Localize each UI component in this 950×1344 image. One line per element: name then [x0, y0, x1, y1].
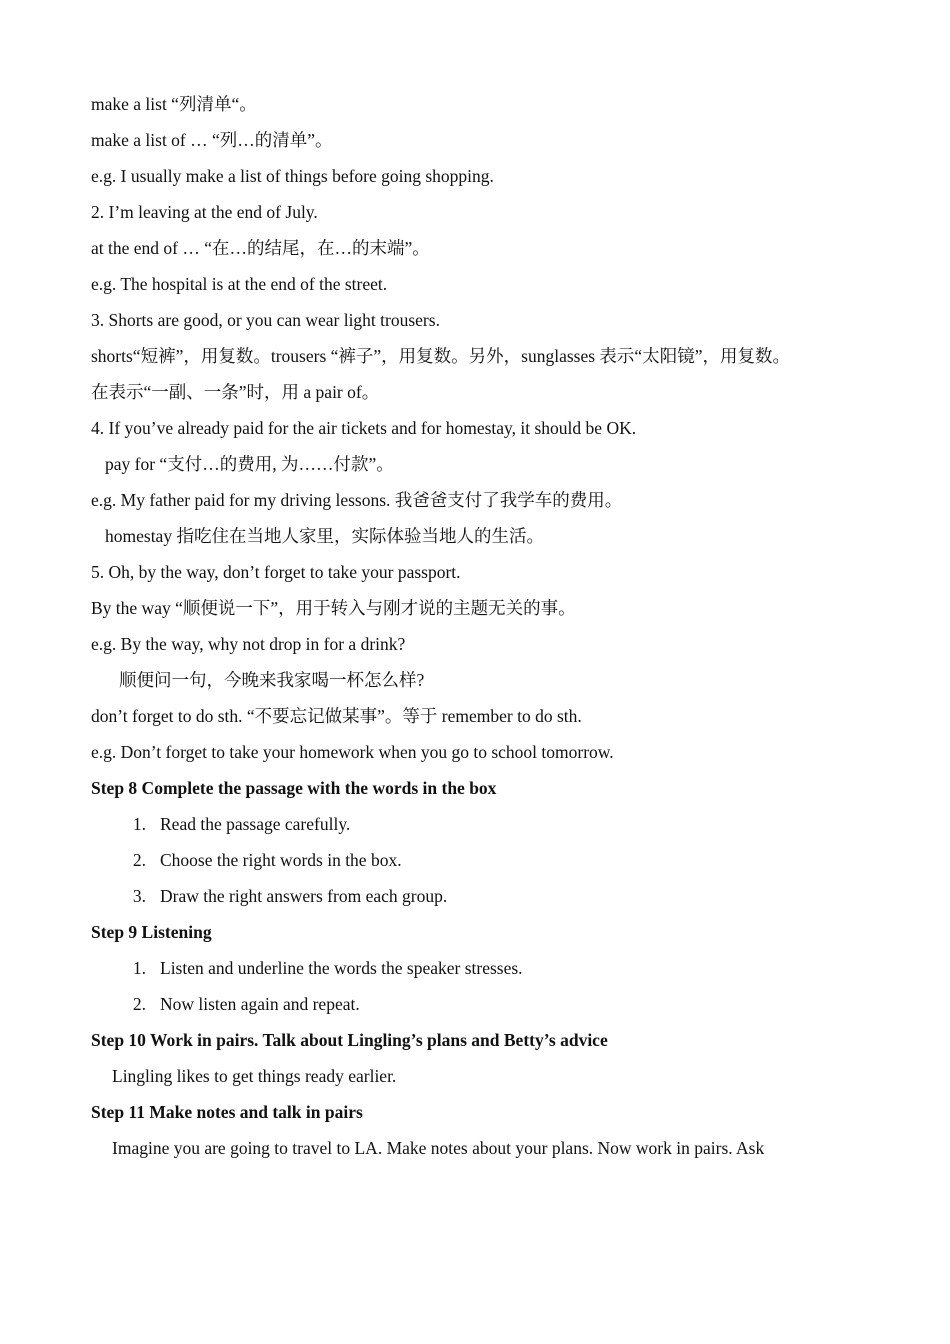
list-number: 3. — [132, 886, 146, 906]
text-line: shorts“短裤”，用复数。trousers “裤子”，用复数。另外，sunglasses 表示“太阳镜”，用复数。 — [91, 346, 790, 366]
document-page — [91, 86, 891, 1166]
text-line: don’t forget to do sth. “不要忘记做某事”。等于 remember to do sth. — [91, 706, 582, 726]
step-11-heading: Step 11 Make notes and talk in pairs — [91, 1102, 363, 1122]
example-line: e.g. My father paid for my driving lessons. 我爸爸支付了我学车的费用。 — [91, 490, 623, 510]
list-item — [91, 878, 891, 914]
list-number: 1. — [132, 958, 146, 978]
translation-line: 顺便问一句，今晚来我家喝一杯怎么样? — [119, 670, 425, 690]
step-9-heading: Step 9 Listening — [91, 922, 212, 942]
list-text: Draw the right answers from each group. — [160, 886, 448, 906]
list-number: 2. — [132, 850, 146, 870]
text-line: make a list of … “列…的清单”。 — [91, 130, 333, 150]
sentence-line: 3. Shorts are good, or you can wear light trousers. — [91, 310, 440, 330]
list-text: Read the passage carefully. — [160, 814, 351, 834]
example-line: e.g. By the way, why not drop in for a drink? — [91, 634, 406, 654]
step-10-text: Lingling likes to get things ready earlier. — [112, 1066, 397, 1086]
list-item — [91, 842, 891, 878]
text-line: at the end of … “在…的结尾，在…的末端”。 — [91, 238, 430, 258]
example-line: e.g. I usually make a list of things before going shopping. — [91, 166, 494, 186]
list-text: Now listen again and repeat. — [160, 994, 360, 1014]
sentence-line: 5. Oh, by the way, don’t forget to take your passport. — [91, 562, 461, 582]
sentence-line: 4. If you’ve already paid for the air tickets and for homestay, it should be OK. — [91, 418, 637, 438]
list-item — [91, 950, 891, 986]
list-item — [91, 986, 891, 1022]
list-item — [91, 806, 891, 842]
example-line: e.g. The hospital is at the end of the street. — [91, 274, 388, 294]
step-8-heading: Step 8 Complete the passage with the words in the box — [91, 778, 497, 798]
text-line: pay for “支付…的费用, 为……付款”。 — [105, 454, 394, 474]
text-line: make a list “列清单“。 — [91, 94, 257, 114]
list-text: Listen and underline the words the speaker stresses. — [160, 958, 523, 978]
list-text: Choose the right words in the box. — [160, 850, 402, 870]
text-line: By the way “顺便说一下”，用于转入与刚才说的主题无关的事。 — [91, 598, 576, 618]
step-10-heading: Step 10 Work in pairs. Talk about Lingling’s plans and Betty’s advice — [91, 1030, 608, 1050]
text-line: homestay 指吃住在当地人家里，实际体验当地人的生活。 — [105, 526, 544, 546]
example-line: e.g. Don’t forget to take your homework when you go to school tomorrow. — [91, 742, 614, 762]
sentence-line: 2. I’m leaving at the end of July. — [91, 202, 318, 222]
list-number: 1. — [132, 814, 146, 834]
list-number: 2. — [132, 994, 146, 1014]
step-11-text: Imagine you are going to travel to LA. Make notes about your plans. Now work in pairs. Ask — [112, 1138, 765, 1158]
text-line: 在表示“一副、一条”时，用 a pair of。 — [91, 382, 380, 402]
